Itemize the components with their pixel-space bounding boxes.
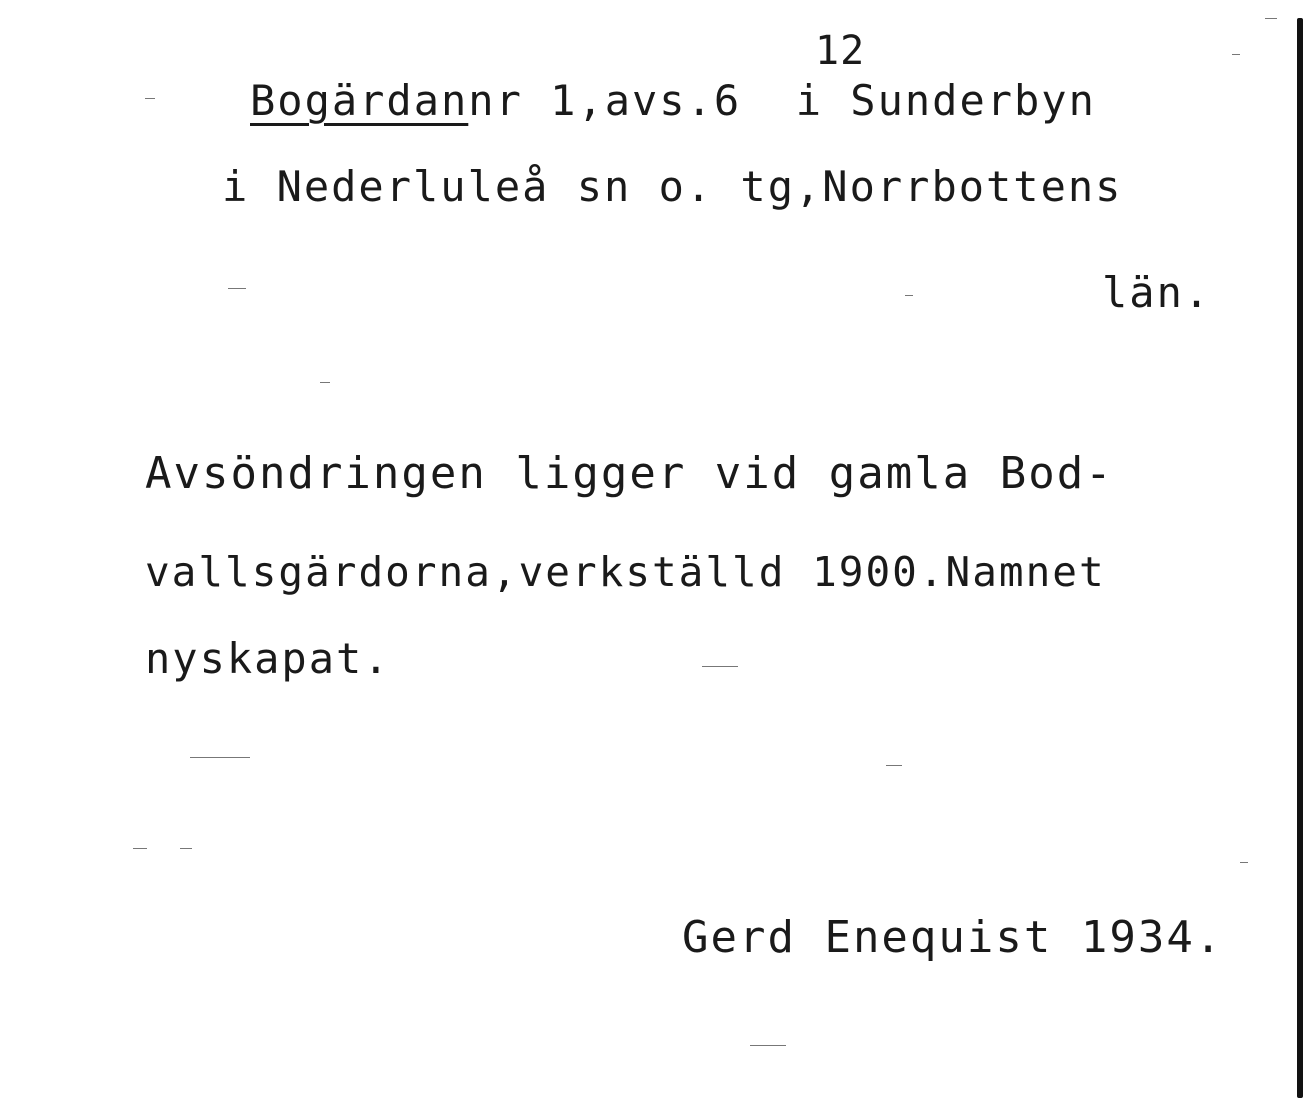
heading-line-1 — [250, 76, 1096, 125]
scan-speck — [228, 288, 246, 289]
heading-line-3: län. — [1102, 268, 1212, 317]
scan-speck — [1240, 862, 1248, 863]
signature: Gerd Enequist 1934. — [682, 912, 1224, 963]
body-line-2: vallsgärdorna,verkställd 1900.Namnet — [145, 548, 1106, 596]
scan-speck — [190, 757, 250, 758]
heading-line-1-rest: nr 1,avs.6 i Sunderbyn — [468, 76, 1096, 125]
scan-speck — [180, 848, 192, 849]
page-number: 12 — [815, 28, 866, 74]
heading-line-2: i Nederluleå sn o. tg,Norrbottens — [222, 162, 1123, 211]
card-edge-line — [1297, 18, 1303, 1098]
scan-speck — [320, 382, 330, 383]
scan-speck — [886, 765, 902, 766]
scan-speck — [133, 848, 147, 849]
scan-speck — [1265, 18, 1277, 19]
scan-speck — [145, 98, 155, 99]
body-line-1: Avsöndringen ligger vid gamla Bod- — [145, 448, 1114, 499]
scan-speck — [750, 1045, 786, 1046]
scan-speck — [1232, 54, 1240, 55]
body-line-3: nyskapat. — [145, 634, 391, 683]
scan-speck — [702, 666, 738, 667]
scan-speck — [905, 295, 913, 296]
place-name: Bogärdan — [250, 76, 469, 125]
